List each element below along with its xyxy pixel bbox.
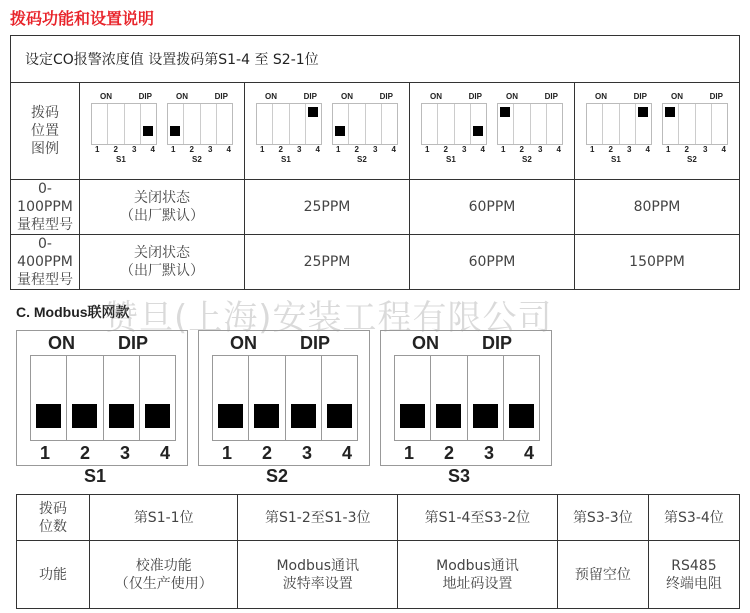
dip-number: 4 bbox=[150, 145, 155, 154]
dip-number: 1 bbox=[171, 145, 176, 154]
dip-on-label: ON bbox=[412, 333, 439, 353]
func-cell: RS485 终端电阻 bbox=[648, 541, 739, 609]
co-alarm-header: 设定CO报警浓度值 设置拨码第S1-4 至 S2-1位 bbox=[11, 36, 740, 83]
dip-on-label: ON bbox=[48, 333, 75, 353]
dip-number: 3 bbox=[301, 443, 312, 463]
dip-slot bbox=[504, 356, 539, 440]
value-25ppm: 25PPM bbox=[245, 235, 410, 290]
big-dip-s1 bbox=[14, 331, 176, 491]
dip-knob bbox=[509, 404, 534, 428]
dip-switch-body bbox=[497, 103, 563, 145]
dip-number: 3 bbox=[538, 145, 543, 154]
dip-slot bbox=[184, 104, 200, 144]
range-label-100: 0-100PPM 量程型号 bbox=[11, 180, 80, 235]
dip-dip-label: DIP bbox=[379, 92, 393, 101]
dip-number: 2 bbox=[189, 145, 194, 154]
dip-knob bbox=[665, 107, 675, 117]
pos-cell: 第S3-4位 bbox=[648, 495, 739, 541]
dip-on-label: ON bbox=[265, 92, 277, 101]
range-label-400: 0-400PPM 量程型号 bbox=[11, 235, 80, 290]
dip-number: 2 bbox=[79, 443, 90, 463]
dip-on-label: ON bbox=[671, 92, 683, 101]
dip-number: 1 bbox=[404, 443, 415, 463]
dip-switch-body bbox=[30, 355, 176, 441]
dip-number: 3 bbox=[627, 145, 632, 154]
dip-number: 3 bbox=[373, 145, 378, 154]
dip-slot bbox=[249, 356, 285, 440]
dip-number: 1 bbox=[222, 443, 233, 463]
dip-switch-body bbox=[212, 355, 358, 441]
dip-dip-label: DIP bbox=[214, 92, 228, 101]
dip-slot bbox=[547, 104, 562, 144]
dip-on-label: ON bbox=[506, 92, 518, 101]
dip-slot bbox=[514, 104, 530, 144]
dip-number: 1 bbox=[425, 145, 430, 154]
value-third: 150PPM bbox=[575, 235, 740, 290]
dip-knob bbox=[327, 404, 352, 428]
dip-slot bbox=[663, 104, 679, 144]
dip-knob bbox=[170, 126, 180, 136]
dip-knob bbox=[400, 404, 425, 428]
dip-dip-label: DIP bbox=[633, 92, 647, 101]
dip-slot bbox=[104, 356, 140, 440]
dip-dip-label: DIP bbox=[300, 333, 331, 353]
dip-slot bbox=[67, 356, 103, 440]
dip-number: 4 bbox=[480, 145, 485, 154]
dip-dip-label: DIP bbox=[468, 92, 482, 101]
func-cell: Modbus通讯 地址码设置 bbox=[398, 541, 558, 609]
dip-slot bbox=[141, 104, 156, 144]
dip-number: 4 bbox=[721, 145, 726, 154]
dip-number: 1 bbox=[336, 145, 341, 154]
co-alarm-table bbox=[10, 35, 740, 290]
dip-dip-label: DIP bbox=[118, 333, 149, 353]
dip-slot bbox=[273, 104, 289, 144]
dip-slot bbox=[636, 104, 651, 144]
dip-number: 4 bbox=[645, 145, 650, 154]
row-label-function: 功能 bbox=[17, 541, 90, 609]
dip-number: 2 bbox=[608, 145, 613, 154]
dip-number: 2 bbox=[113, 145, 118, 154]
dip-switch-body bbox=[91, 103, 157, 145]
value-25ppm: 25PPM bbox=[245, 180, 410, 235]
mini-dip-s2 bbox=[329, 92, 401, 170]
dip-numbers bbox=[404, 443, 534, 464]
dip-knob bbox=[436, 404, 461, 428]
dip-slot bbox=[587, 104, 603, 144]
dip-slot bbox=[498, 104, 514, 144]
dip-numbers bbox=[425, 145, 485, 154]
mini-dip-s2 bbox=[659, 92, 731, 170]
dip-knob bbox=[473, 404, 498, 428]
dip-slot bbox=[712, 104, 727, 144]
dip-slot bbox=[382, 104, 397, 144]
dip-dip-label: DIP bbox=[544, 92, 558, 101]
dip-slot bbox=[217, 104, 232, 144]
dip-name: S1 bbox=[446, 155, 456, 164]
func-cell: 预留空位 bbox=[557, 541, 648, 609]
dip-number: 4 bbox=[391, 145, 396, 154]
pos-cell: 第S1-4至S3-2位 bbox=[398, 495, 558, 541]
dip-dip-label: DIP bbox=[482, 333, 513, 353]
dip-numbers bbox=[171, 145, 231, 154]
dip-slot bbox=[349, 104, 365, 144]
watermark: 赞旦(上海)安装工程有限公司 bbox=[104, 298, 553, 338]
dip-dip-label: DIP bbox=[709, 92, 723, 101]
mini-dip-s1 bbox=[583, 92, 655, 170]
dip-dip-label: DIP bbox=[303, 92, 317, 101]
dip-knob bbox=[143, 126, 153, 136]
dip-on-label: ON bbox=[430, 92, 442, 101]
dip-number: 1 bbox=[501, 145, 506, 154]
dip-number: 1 bbox=[260, 145, 265, 154]
dip-name: S1 bbox=[611, 155, 621, 164]
dip-pair-off bbox=[80, 83, 245, 180]
dip-slot bbox=[438, 104, 454, 144]
big-dip-s2 bbox=[196, 331, 358, 491]
dip-numbers bbox=[666, 145, 726, 154]
dip-name: S2 bbox=[266, 466, 289, 486]
dip-slot bbox=[395, 356, 431, 440]
dip-number: 4 bbox=[523, 443, 534, 463]
dip-slot bbox=[322, 356, 357, 440]
dip-numbers bbox=[336, 145, 396, 154]
dip-switch-body bbox=[256, 103, 322, 145]
pos-cell: 第S3-3位 bbox=[557, 495, 648, 541]
dip-slot bbox=[422, 104, 438, 144]
dip-name: S1 bbox=[281, 155, 291, 164]
dip-slot bbox=[471, 104, 486, 144]
dip-switch-body bbox=[421, 103, 487, 145]
dip-name: S1 bbox=[116, 155, 126, 164]
dip-pair-25ppm bbox=[245, 83, 410, 180]
dip-slot bbox=[431, 356, 467, 440]
dip-on-label: ON bbox=[595, 92, 607, 101]
mini-dip-s1 bbox=[253, 92, 325, 170]
dip-number: 1 bbox=[666, 145, 671, 154]
value-60ppm: 60PPM bbox=[410, 180, 575, 235]
dip-slot bbox=[679, 104, 695, 144]
dip-switch-body bbox=[167, 103, 233, 145]
dip-number: 3 bbox=[119, 443, 130, 463]
dip-number: 2 bbox=[443, 145, 448, 154]
dip-number: 4 bbox=[556, 145, 561, 154]
dip-slot bbox=[168, 104, 184, 144]
dip-knob bbox=[218, 404, 243, 428]
dip-slot bbox=[140, 356, 175, 440]
dip-numbers bbox=[590, 145, 650, 154]
dip-number: 1 bbox=[95, 145, 100, 154]
diagram-label: 拨码 位置 图例 bbox=[11, 83, 80, 180]
dip-switch-body bbox=[332, 103, 398, 145]
dip-number: 3 bbox=[483, 443, 494, 463]
dip-slot bbox=[696, 104, 712, 144]
pos-cell: 第S1-2至S1-3位 bbox=[238, 495, 398, 541]
dip-on-label: ON bbox=[341, 92, 353, 101]
dip-knob bbox=[291, 404, 316, 428]
dip-slot bbox=[31, 356, 67, 440]
dip-number: 3 bbox=[132, 145, 137, 154]
dip-switch-body bbox=[394, 355, 540, 441]
dip-knob bbox=[72, 404, 97, 428]
dip-numbers bbox=[222, 443, 352, 464]
dip-knob bbox=[109, 404, 134, 428]
func-cell: 校准功能 （仅生产使用） bbox=[90, 541, 238, 609]
dip-slot bbox=[468, 356, 504, 440]
dip-slot bbox=[286, 356, 322, 440]
dip-knob bbox=[36, 404, 61, 428]
dip-number: 1 bbox=[40, 443, 51, 463]
dip-knob bbox=[254, 404, 279, 428]
dip-number: 2 bbox=[519, 145, 524, 154]
big-dip-s3 bbox=[378, 331, 540, 491]
dip-switch-body bbox=[662, 103, 728, 145]
dip-slot bbox=[108, 104, 124, 144]
dip-numbers bbox=[40, 443, 170, 464]
dip-knob bbox=[308, 107, 318, 117]
section-title: C. Modbus联网款 bbox=[16, 304, 130, 320]
dip-name: S2 bbox=[522, 155, 532, 164]
value-60ppm: 60PPM bbox=[410, 235, 575, 290]
mini-dip-s2 bbox=[494, 92, 566, 170]
dip-knob bbox=[500, 107, 510, 117]
dip-number: 2 bbox=[443, 443, 454, 463]
dip-number: 2 bbox=[354, 145, 359, 154]
dip-on-label: ON bbox=[100, 92, 112, 101]
dip-knob bbox=[145, 404, 170, 428]
dip-on-label: ON bbox=[176, 92, 188, 101]
dip-number: 4 bbox=[341, 443, 352, 463]
dip-knob bbox=[638, 107, 648, 117]
dip-number: 3 bbox=[462, 145, 467, 154]
dip-number: 4 bbox=[315, 145, 320, 154]
dip-name: S1 bbox=[84, 466, 107, 486]
off-state-100: 关闭状态 （出厂默认） bbox=[80, 180, 245, 235]
dip-knob bbox=[473, 126, 483, 136]
dip-name: S2 bbox=[687, 155, 697, 164]
dip-slot bbox=[531, 104, 547, 144]
dip-slot bbox=[603, 104, 619, 144]
dip-numbers bbox=[260, 145, 320, 154]
dip-name: S2 bbox=[357, 155, 367, 164]
dip-slot bbox=[306, 104, 321, 144]
dip-on-label: ON bbox=[230, 333, 257, 353]
dip-slot bbox=[290, 104, 306, 144]
dip-slot bbox=[257, 104, 273, 144]
dip-slot bbox=[366, 104, 382, 144]
dip-slot bbox=[92, 104, 108, 144]
dip-number: 2 bbox=[684, 145, 689, 154]
modbus-table bbox=[16, 494, 740, 609]
dip-dip-label: DIP bbox=[138, 92, 152, 101]
off-state-400: 关闭状态 （出厂默认） bbox=[80, 235, 245, 290]
dip-pair-60ppm bbox=[410, 83, 575, 180]
pos-cell: 第S1-1位 bbox=[90, 495, 238, 541]
dip-number: 1 bbox=[590, 145, 595, 154]
row-label-positions: 拨码 位数 bbox=[17, 495, 90, 541]
dip-slot bbox=[201, 104, 217, 144]
dip-number: 2 bbox=[261, 443, 272, 463]
dip-number: 2 bbox=[278, 145, 283, 154]
dip-knob bbox=[335, 126, 345, 136]
dip-pair-80ppm bbox=[575, 83, 740, 180]
dip-slot bbox=[333, 104, 349, 144]
mini-dip-s1 bbox=[418, 92, 490, 170]
dip-number: 4 bbox=[159, 443, 170, 463]
dip-number: 3 bbox=[703, 145, 708, 154]
dip-name: S2 bbox=[192, 155, 202, 164]
mini-dip-s1 bbox=[88, 92, 160, 170]
page-title: 拨码功能和设置说明 bbox=[10, 9, 155, 28]
dip-switch-body bbox=[586, 103, 652, 145]
dip-name: S3 bbox=[448, 466, 471, 486]
dip-slot bbox=[620, 104, 636, 144]
dip-numbers bbox=[501, 145, 561, 154]
value-third: 80PPM bbox=[575, 180, 740, 235]
dip-number: 4 bbox=[226, 145, 231, 154]
mini-dip-s2 bbox=[164, 92, 236, 170]
dip-numbers bbox=[95, 145, 155, 154]
dip-slot bbox=[455, 104, 471, 144]
dip-slot bbox=[213, 356, 249, 440]
dip-number: 3 bbox=[297, 145, 302, 154]
dip-number: 3 bbox=[208, 145, 213, 154]
func-cell: Modbus通讯 波特率设置 bbox=[238, 541, 398, 609]
dip-slot bbox=[125, 104, 141, 144]
